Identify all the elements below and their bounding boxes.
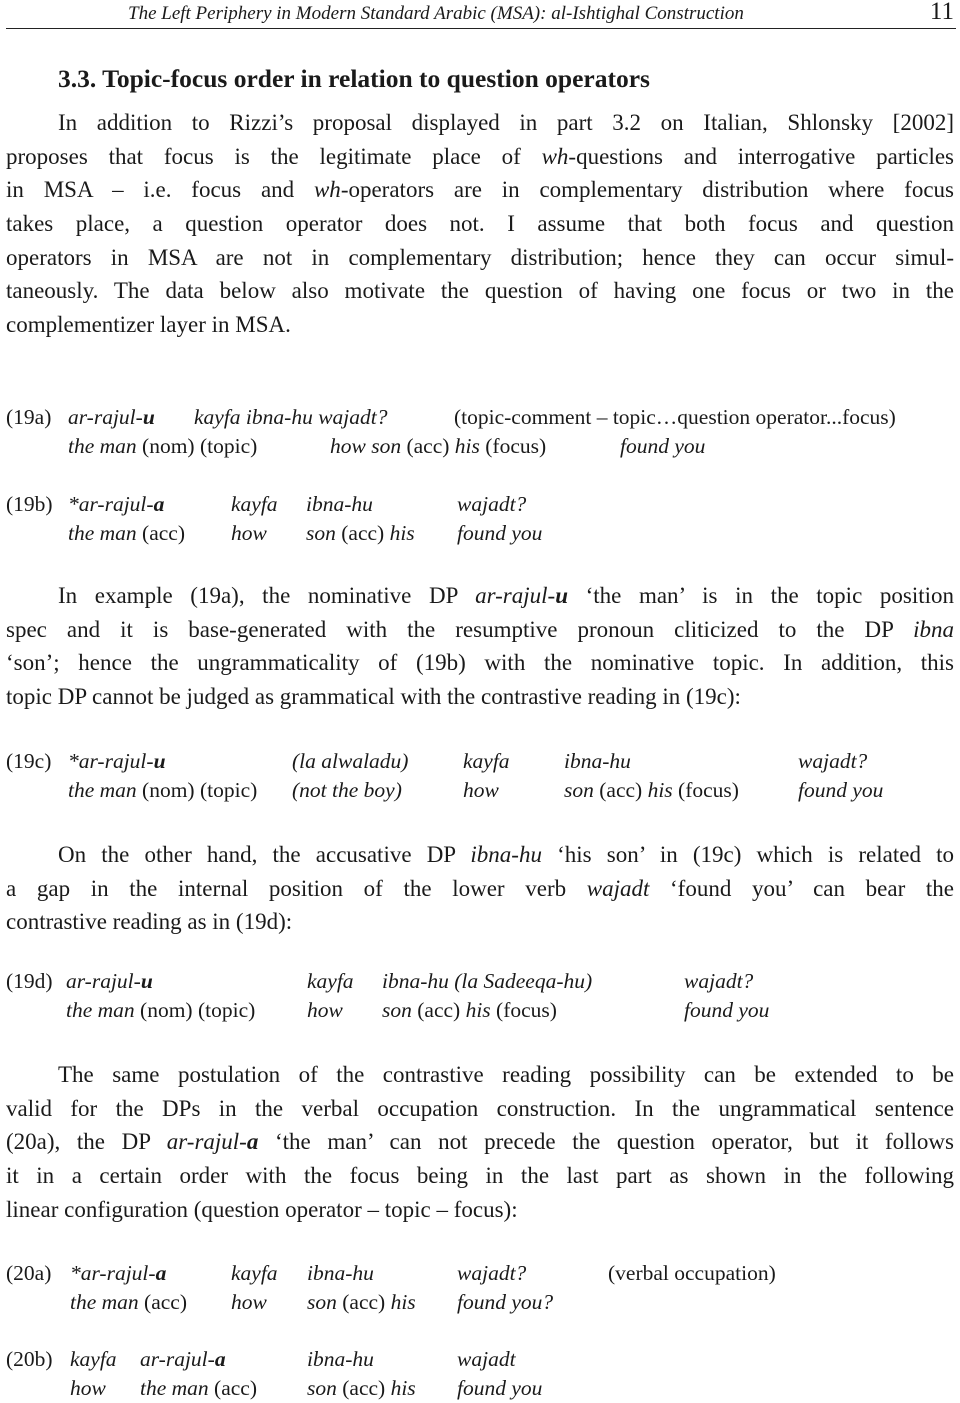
- example-word: *ar-rajul-a: [68, 492, 165, 516]
- text-line: operators in MSA are not in complementary distribution; hence they can occur simul-: [6, 244, 954, 270]
- example-19c: [6, 748, 956, 808]
- text-line: takes place, a question operator does not. I assume that both focus and question: [6, 211, 954, 237]
- text-line: On the other hand, the accusative DP ibna-hu ‘his son’ in (19c) which is related to: [58, 842, 954, 867]
- text-line: In example (19a), the nominative DP ar-rajul-u ‘the man’ is in the topic position: [58, 583, 955, 608]
- gloss: found you?: [457, 1290, 554, 1314]
- gloss: the man (acc): [68, 521, 185, 545]
- text-line: linear configuration (question operator – topic – focus):: [6, 1196, 518, 1222]
- paragraph-2: [6, 579, 954, 714]
- example-label: (19d): [6, 969, 53, 993]
- gloss: son (acc) his: [306, 521, 415, 545]
- example-20b: [6, 1346, 956, 1403]
- gloss: the man (acc): [140, 1376, 257, 1400]
- example-word: wajadt?: [457, 492, 527, 516]
- text-line: taneously. The data below also motivate the question of having one focus or two in the: [6, 278, 954, 304]
- gloss: the man (nom) (topic): [68, 434, 258, 458]
- gloss: how: [70, 1376, 106, 1400]
- running-header: [6, 0, 956, 29]
- gloss: how: [307, 998, 343, 1022]
- gloss: found you: [798, 778, 884, 802]
- example-label: (20a): [6, 1261, 52, 1285]
- example-word: wajadt?: [798, 749, 868, 773]
- text-line: proposes that focus is the legitimate place of wh-questions and interrogative particles: [6, 143, 954, 169]
- gloss: son (acc) his (focus): [382, 998, 557, 1022]
- example-word: kayfa: [70, 1347, 117, 1371]
- running-title: The Left Periphery in Modern Standard Arabic (MSA): al-Ishtighal Construction: [128, 3, 744, 24]
- example-word: wajadt?: [457, 1261, 527, 1285]
- example-19d: [6, 968, 956, 1028]
- gloss: found you: [684, 998, 770, 1022]
- example-20a: [6, 1260, 956, 1320]
- paragraph-4: [6, 1058, 954, 1226]
- text-line: a gap in the internal position of the lower verb wajadt ‘found you’ can bear the: [6, 875, 954, 901]
- gloss: son (acc) his: [307, 1290, 416, 1314]
- example-note: (verbal occupation): [608, 1261, 776, 1285]
- example-label: (19a): [6, 405, 52, 429]
- example-word: ar-rajul-u: [68, 405, 155, 429]
- example-word: kayfa: [307, 969, 354, 993]
- example-word: *ar-rajul-u: [68, 749, 166, 773]
- text-line: in MSA – i.e. focus and wh-operators are in complementary distribution where focus: [6, 177, 954, 203]
- text-line: contrastive reading as in (19d):: [6, 909, 293, 935]
- example-word: wajadt: [457, 1347, 516, 1371]
- text-line: it in a certain order with the focus being in the last part as shown in the following: [6, 1163, 954, 1189]
- example-note: (topic-comment – topic…question operator...focus): [454, 405, 896, 429]
- gloss: the man (nom) (topic): [66, 998, 256, 1022]
- example-word: ar-rajul-u: [66, 969, 153, 993]
- example-19a: [6, 404, 956, 464]
- example-label: (19b): [6, 492, 53, 516]
- example-word: (la alwaladu): [292, 749, 409, 773]
- text-line: topic DP cannot be judged as grammatical with the contrastive reading in (19c):: [6, 684, 741, 710]
- text-line: complementizer layer in MSA.: [6, 312, 291, 338]
- example-word: ibna-hu: [307, 1261, 374, 1285]
- example-label: (19c): [6, 749, 52, 773]
- gloss: found you: [457, 521, 543, 545]
- gloss: the man (acc): [70, 1290, 187, 1314]
- section-heading: 3.3. Topic-focus order in relation to question operators: [58, 64, 650, 93]
- gloss: how: [231, 521, 267, 545]
- gloss: how: [463, 778, 499, 802]
- example-word: wajadt?: [684, 969, 754, 993]
- gloss: son (acc) his: [307, 1376, 416, 1400]
- text-line: valid for the DPs in the verbal occupation construction. In the ungrammatical sentence: [6, 1095, 954, 1121]
- text-line: spec and it is base-generated with the resumptive pronoun cliticized to the DP ibna: [6, 616, 954, 642]
- example-word: ibna-hu (la Sadeeqa-hu): [382, 969, 593, 993]
- gloss: the man (nom) (topic): [68, 778, 258, 802]
- gloss: son (acc) his (focus): [564, 778, 739, 802]
- text-line: In addition to Rizzi’s proposal displayed in part 3.2 on Italian, Shlonsky [2002]: [58, 110, 954, 135]
- gloss: (not the boy): [292, 778, 402, 802]
- example-19b: [6, 491, 956, 551]
- text-line: The same postulation of the contrastive reading possibility can be extended to be: [58, 1062, 954, 1087]
- example-word: *ar-rajul-a: [70, 1261, 167, 1285]
- example-word: ibna-hu: [307, 1347, 374, 1371]
- gloss: found you: [620, 434, 706, 458]
- gloss: how son (acc) his (focus): [330, 434, 547, 458]
- text-line: (20a), the DP ar-rajul-a ‘the man’ can not precede the question operator, but it follows: [6, 1129, 954, 1155]
- example-label: (20b): [6, 1347, 53, 1371]
- example-word: ar-rajul-a: [140, 1347, 226, 1371]
- gloss: how: [231, 1290, 267, 1314]
- example-word: kayfa: [463, 749, 510, 773]
- paragraph-1: [6, 106, 954, 342]
- example-word: ibna-hu: [306, 492, 373, 516]
- paragraph-3: [6, 838, 954, 939]
- example-word: ibna-hu: [564, 749, 631, 773]
- page-number: 11: [929, 0, 954, 25]
- text-line: ‘son’; hence the ungrammaticality of (19b) with the nominative topic. In addition, this: [6, 650, 954, 676]
- example-word: kayfa: [231, 1261, 278, 1285]
- example-word: kayfa: [231, 492, 278, 516]
- gloss: found you: [457, 1376, 543, 1400]
- example-word: kayfa ibna-hu wajadt?: [194, 405, 388, 429]
